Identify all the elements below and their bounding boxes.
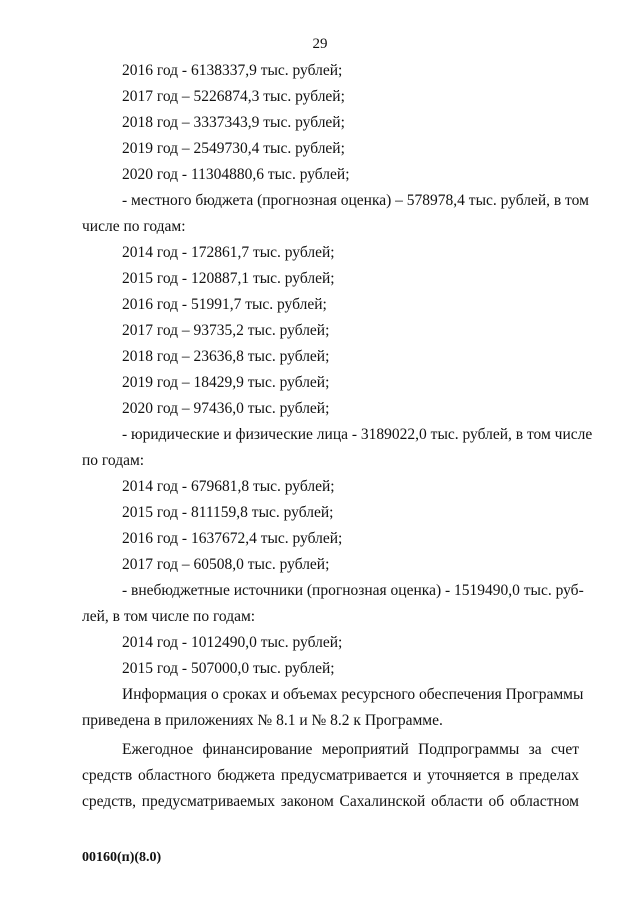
local-budget-heading: - местного бюджета (прогнозная оценка) – 578978,4 тыс. рублей, в том <box>122 192 589 209</box>
document-code: 00160(п)(8.0) <box>82 850 162 865</box>
funding-line-2016-local: 2016 год - 51991,7 тыс. рублей; <box>122 296 327 313</box>
funding-line-2020-regional: 2020 год - 11304880,6 тыс. рублей; <box>122 166 350 183</box>
funding-line-2017-regional: 2017 год – 5226874,3 тыс. рублей; <box>122 88 345 105</box>
legal-entities-heading: - юридические и физические лица - 3189022,0 тыс. рублей, в том числе <box>122 426 593 443</box>
funding-line-2016-legal: 2016 год - 1637672,4 тыс. рублей; <box>122 530 343 547</box>
resource-info-paragraph-continued: приведена в приложениях № 8.1 и № 8.2 к Программе. <box>82 712 443 729</box>
page-number: 29 <box>312 36 328 52</box>
funding-line-2018-regional: 2018 год – 3337343,9 тыс. рублей; <box>122 114 345 131</box>
funding-line-2020-local: 2020 год – 97436,0 тыс. рублей; <box>122 400 330 417</box>
local-budget-heading-continued: числе по годам: <box>82 218 186 235</box>
funding-line-2014-local: 2014 год - 172861,7 тыс. рублей; <box>122 244 335 261</box>
funding-line-2017-legal: 2017 год – 60508,0 тыс. рублей; <box>122 556 330 573</box>
annual-financing-paragraph-line-2: средств областного бюджета предусматривается и уточняется в пределах <box>82 767 579 784</box>
extrabudgetary-heading-continued: лей, в том числе по годам: <box>82 608 256 625</box>
funding-line-2014-extrabudgetary: 2014 год - 1012490,0 тыс. рублей; <box>122 634 343 651</box>
annual-financing-paragraph-line-3: средств, предусматриваемых законом Сахалинской области об областном <box>82 793 579 810</box>
funding-line-2017-local: 2017 год – 93735,2 тыс. рублей; <box>122 322 330 339</box>
funding-line-2019-regional: 2019 год – 2549730,4 тыс. рублей; <box>122 140 345 157</box>
legal-entities-heading-continued: по годам: <box>82 452 145 469</box>
funding-line-2014-legal: 2014 год - 679681,8 тыс. рублей; <box>122 478 335 495</box>
funding-line-2019-local: 2019 год – 18429,9 тыс. рублей; <box>122 374 330 391</box>
funding-line-2018-local: 2018 год – 23636,8 тыс. рублей; <box>122 348 330 365</box>
funding-line-2015-local: 2015 год - 120887,1 тыс. рублей; <box>122 270 335 287</box>
resource-info-paragraph: Информация о сроках и объемах ресурсного обеспечения Программы <box>122 686 584 703</box>
funding-line-2015-extrabudgetary: 2015 год - 507000,0 тыс. рублей; <box>122 660 335 677</box>
annual-financing-paragraph: Ежегодное финансирование мероприятий Подпрограммы за счет <box>122 741 579 758</box>
extrabudgetary-heading: - внебюджетные источники (прогнозная оценка) - 1519490,0 тыс. руб- <box>122 582 584 599</box>
funding-line-2015-legal: 2015 год - 811159,8 тыс. рублей; <box>122 504 334 521</box>
funding-line-2016-regional: 2016 год - 6138337,9 тыс. рублей; <box>122 62 343 79</box>
